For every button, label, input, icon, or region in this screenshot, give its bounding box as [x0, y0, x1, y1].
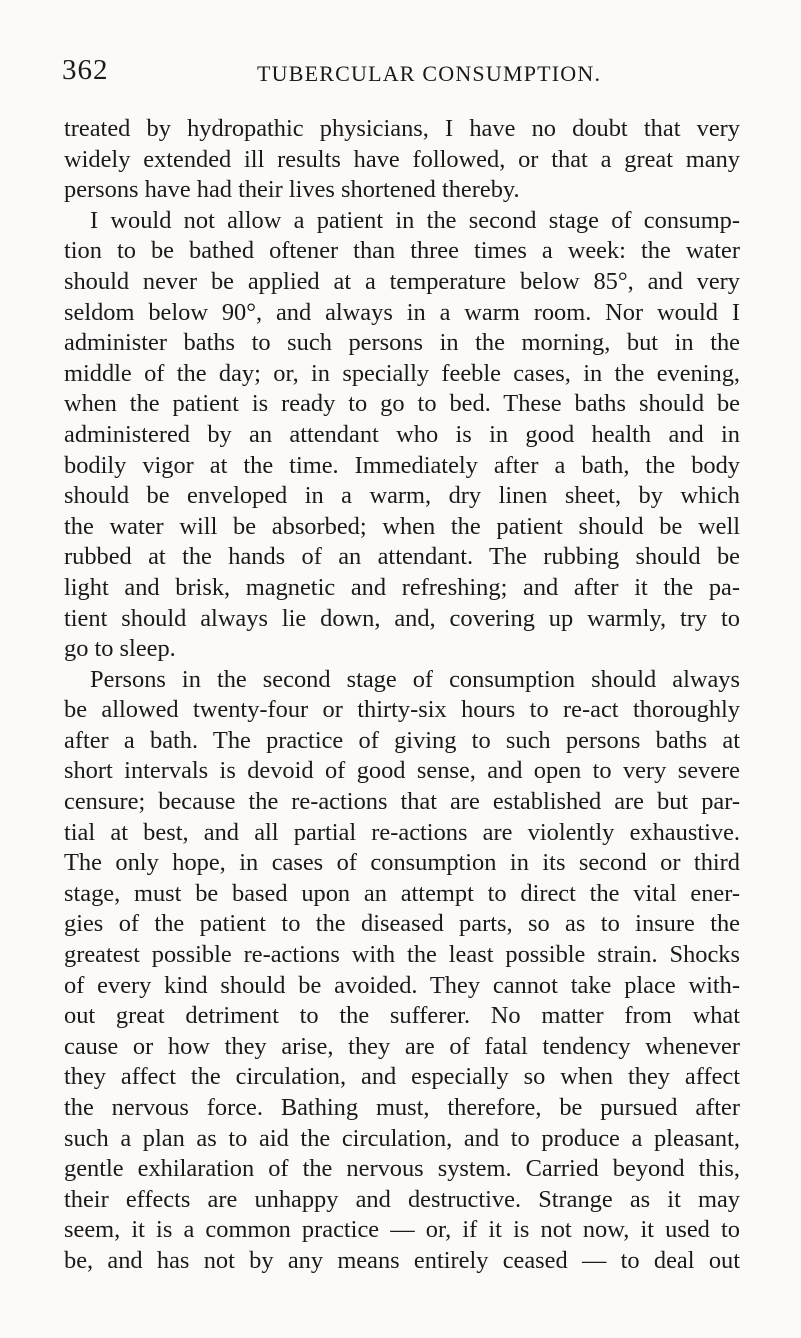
- text-line: bodily vigor at the time. Immediately after a bath, the body: [64, 451, 740, 479]
- running-head: [62, 54, 742, 94]
- text-line: be allowed twenty-four or thirty-six hours to re-act thoroughly: [64, 696, 740, 724]
- running-title: TUBERCULAR CONSUMPTION.: [257, 61, 602, 86]
- text-line: the water will be absorbed; when the patient should be well: [64, 512, 740, 540]
- text-line: of every kind should be avoided. They cannot take place with-: [64, 971, 740, 999]
- text-line: short intervals is devoid of good sense, and open to very severe: [64, 757, 740, 785]
- text-line: their effects are unhappy and destructive. Strange as it may: [64, 1185, 740, 1213]
- text-line: they affect the circulation, and especially so when they affect: [64, 1063, 740, 1091]
- text-line: censure; because the re-actions that are established are but par-: [64, 788, 740, 816]
- text-line: persons have had their lives shortened thereby.: [64, 176, 520, 204]
- text-line: treated by hydropathic physicians, I have no doubt that very: [64, 115, 740, 142]
- text-line: I would not allow a patient in the second stage of consump-: [90, 206, 740, 234]
- text-line: tial at best, and all partial re-actions are violently exhaustive.: [64, 818, 740, 846]
- text-line: stage, must be based upon an attempt to direct the vital ener-: [64, 879, 740, 907]
- text-line: widely extended ill results have followed, or that a great many: [64, 145, 740, 173]
- text-line: The only hope, in cases of consumption in its second or third: [64, 849, 740, 877]
- text-line: seldom below 90°, and always in a warm room. Nor would I: [64, 298, 740, 326]
- text-line: tient should always lie down, and, covering up warmly, try to: [64, 604, 740, 632]
- text-line: rubbed at the hands of an attendant. The rubbing should be: [64, 543, 740, 571]
- text-line: seem, it is a common practice — or, if it is not now, it used to: [64, 1216, 740, 1244]
- text-line: greatest possible re-actions with the least possible strain. Shocks: [64, 941, 740, 969]
- text-line: gies of the patient to the diseased parts, so as to insure the: [64, 910, 740, 938]
- text-line: be, and has not by any means entirely ceased — to deal out: [64, 1246, 740, 1274]
- text-line: cause or how they arise, they are of fatal tendency whenever: [64, 1032, 740, 1060]
- text-line: should never be applied at a temperature below 85°, and very: [64, 267, 740, 295]
- text-line: administer baths to such persons in the morning, but in the: [64, 329, 740, 357]
- text-line: such a plan as to aid the circulation, and to produce a pleasant,: [64, 1124, 740, 1152]
- page-number: 362: [62, 54, 109, 86]
- text-line: light and brisk, magnetic and refreshing; and after it the pa-: [64, 573, 740, 601]
- text-line: out great detriment to the sufferer. No matter from what: [64, 1002, 740, 1030]
- text-line: the nervous force. Bathing must, therefore, be pursued after: [64, 1094, 740, 1121]
- body-text: [64, 114, 740, 1277]
- text-line: after a bath. The practice of giving to such persons baths at: [64, 726, 740, 754]
- text-line: should be enveloped in a warm, dry linen sheet, by which: [64, 482, 740, 510]
- text-line: go to sleep.: [64, 635, 176, 663]
- text-line: Persons in the second stage of consumption should always: [90, 665, 740, 693]
- text-line: administered by an attendant who is in good health and in: [64, 420, 740, 448]
- text-line: middle of the day; or, in specially feeble cases, in the evening,: [64, 359, 740, 387]
- text-line: gentle exhilaration of the nervous system. Carried beyond this,: [64, 1155, 740, 1183]
- text-line: tion to be bathed oftener than three times a week: the water: [64, 237, 740, 265]
- text-line: when the patient is ready to go to bed. These baths should be: [64, 390, 740, 418]
